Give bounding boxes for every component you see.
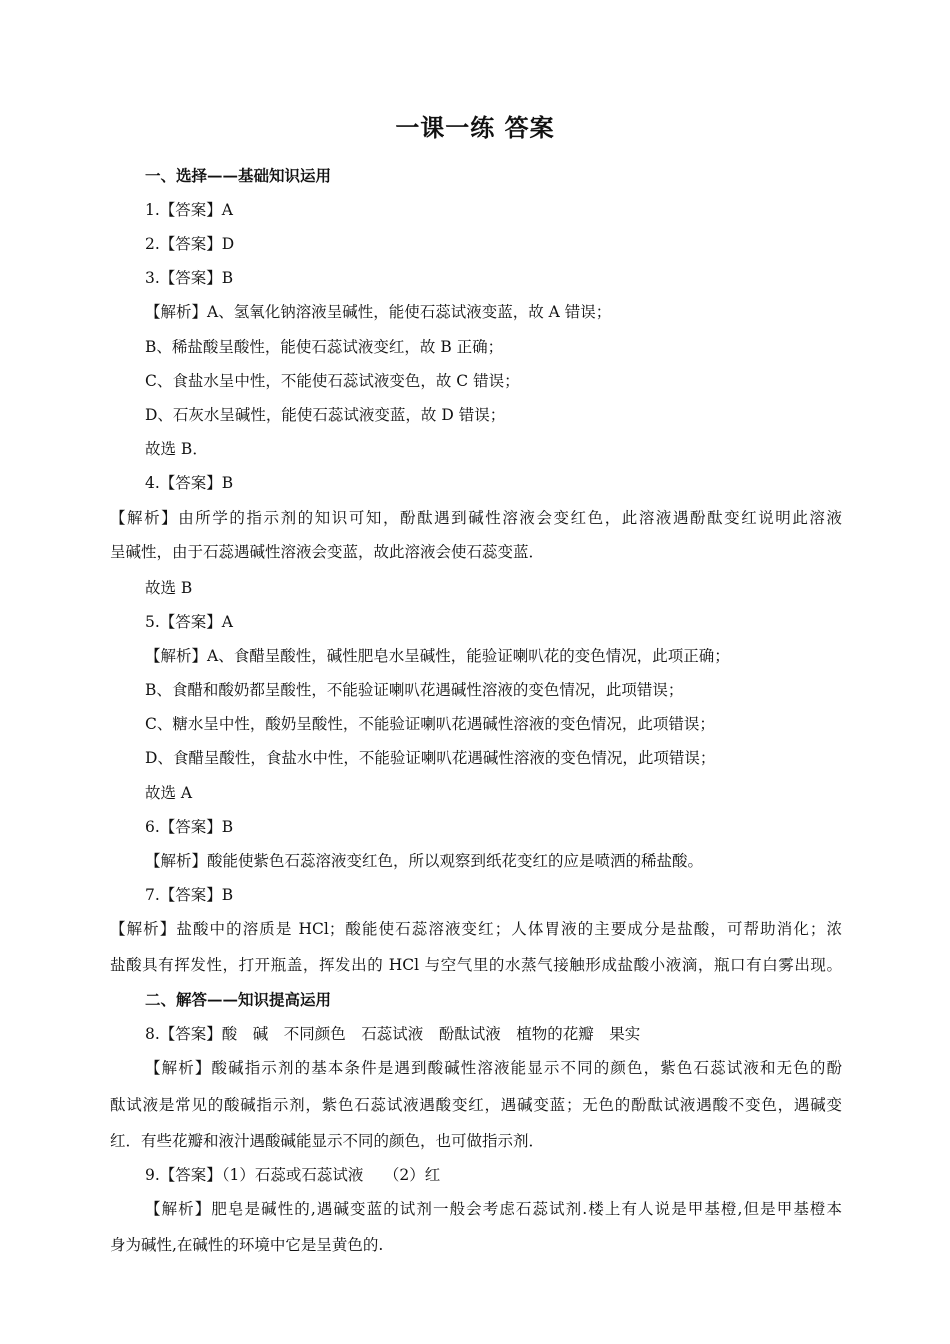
analysis-line: 【解析】酸能使紫色石蕊溶液变红色，所以观察到纸花变红的应是喷洒的稀盐酸。 <box>145 852 704 870</box>
conclusion-line: 故选 B． <box>145 440 208 458</box>
analysis-line: 红．有些花瓣和液汁遇酸碱能显示不同的颜色，也可做指示剂． <box>110 1132 545 1150</box>
answer-line: 3.【答案】B <box>145 269 234 287</box>
answer-line: 4.【答案】B <box>145 474 234 492</box>
analysis-line: D、石灰水呈碱性，能使石蕊试液变蓝，故 D 错误； <box>145 406 506 424</box>
answer-line: 2.【答案】D <box>145 235 235 253</box>
analysis-line: 【解析】由所学的指示剂的知识可知，酚酞遇到碱性溶液会变红色，此溶液遇酚酞变红说明此溶液 <box>110 509 842 527</box>
analysis-line: C、糖水呈中性，酸奶呈酸性，不能验证喇叭花遇碱性溶液的变色情况，此项错误； <box>145 715 715 733</box>
analysis-line: 【解析】盐酸中的溶质是 HCl；酸能使石蕊溶液变红；人体胃液的主要成分是盐酸，可帮助消化；浓 <box>110 920 842 938</box>
answer-line: 7.【答案】B <box>145 886 234 904</box>
answer-line: 8.【答案】酸 碱 不同颜色 石蕊试液 酚酞试液 植物的花瓣 果实 <box>145 1025 641 1043</box>
analysis-line: 酞试液是常见的酸碱指示剂，紫色石蕊试液遇酸变红，遇碱变蓝；无色的酚酞试液遇酸不变色，遇碱变 <box>110 1096 842 1114</box>
analysis-line: C、食盐水呈中性，不能使石蕊试液变色，故 C 错误； <box>145 372 520 390</box>
analysis-line: 【解析】酸碱指示剂的基本条件是遇到酸碱性溶液能显示不同的颜色，紫色石蕊试液和无色的酚 <box>145 1059 842 1077</box>
analysis-line: 呈碱性，由于石蕊遇碱性溶液会变蓝，故此溶液会使石蕊变蓝． <box>110 543 545 561</box>
analysis-line: 身为碱性,在碱性的环境中它是呈黄色的. <box>110 1236 384 1254</box>
analysis-line: B、稀盐酸呈酸性，能使石蕊试液变红，故 B 正确； <box>145 338 504 356</box>
answer-line: 9.【答案】（1）石蕊或石蕊试液 （2）红 <box>145 1166 441 1184</box>
answer-line: 6.【答案】B <box>145 818 234 836</box>
analysis-line: B、食醋和酸奶都呈酸性，不能验证喇叭花遇碱性溶液的变色情况，此项错误； <box>145 681 684 699</box>
section-heading-choice: 一、选择——基础知识运用 <box>145 166 332 185</box>
analysis-line: 【解析】肥皂是碱性的,遇碱变蓝的试剂一般会考虑石蕊试剂.楼上有人说是甲基橙,但是甲基橙本 <box>145 1200 842 1218</box>
conclusion-line: 故选 B <box>145 579 193 597</box>
answer-line: 5.【答案】A <box>145 613 233 631</box>
analysis-line: 盐酸具有挥发性，打开瓶盖，挥发出的 HCl 与空气里的水蒸气接触形成盐酸小液滴，瓶口有白雾出现。 <box>110 956 842 974</box>
analysis-line: D、食醋呈酸性，食盐水中性，不能验证喇叭花遇碱性溶液的变色情况，此项错误； <box>145 749 716 767</box>
analysis-line: 【解析】A、食醋呈酸性，碱性肥皂水呈碱性，能验证喇叭花的变色情况，此项正确； <box>145 647 730 665</box>
analysis-line: 【解析】A、氢氧化钠溶液呈碱性，能使石蕊试液变蓝，故 A 错误； <box>145 303 612 321</box>
page-title: 一课一练 答案 <box>395 113 555 142</box>
section-heading-answer: 二、解答——知识提高运用 <box>145 990 332 1009</box>
answer-line: 1.【答案】A <box>145 201 233 219</box>
conclusion-line: 故选 A <box>145 784 193 802</box>
